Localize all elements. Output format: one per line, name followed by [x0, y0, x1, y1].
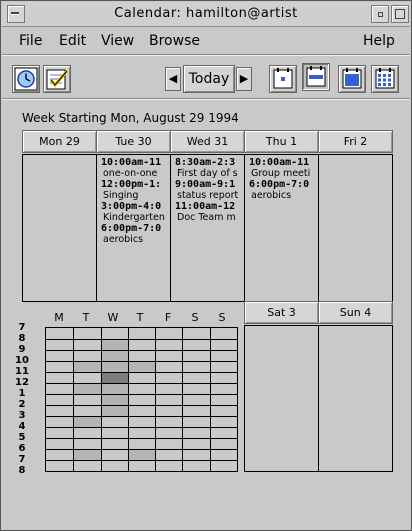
- day-column-tue[interactable]: [96, 154, 171, 302]
- todo-editor-button[interactable]: [43, 65, 71, 93]
- busy-slot: [73, 383, 100, 394]
- appointment-time: 11:00am-12: [175, 201, 236, 212]
- appointment[interactable]: [171, 157, 244, 179]
- busy-slot: [128, 361, 155, 372]
- left-arrow-icon: ◀: [168, 72, 178, 85]
- mini-hour-label: 9: [18, 344, 26, 355]
- mini-hour-label: 2: [18, 399, 26, 410]
- day-header-sat[interactable]: Sat 3: [244, 301, 319, 324]
- appointment-time: 12:00pm-1:: [101, 179, 162, 190]
- mini-hour-label: 7: [18, 454, 26, 465]
- grid-divider: [46, 460, 237, 461]
- day-column-wed[interactable]: [170, 154, 245, 302]
- mini-hour-label: 6: [18, 443, 26, 454]
- month-view-button[interactable]: [338, 65, 366, 93]
- menu-edit[interactable]: Edit: [59, 33, 87, 49]
- mini-hour-label: 4: [18, 421, 26, 432]
- grid-divider: [46, 383, 237, 384]
- appointment-title: status report: [177, 190, 239, 201]
- appointment-title: aerobics: [103, 234, 144, 245]
- mini-day-letter: S: [191, 311, 199, 324]
- mini-hour-label: 12: [15, 377, 29, 388]
- busy-slot: [73, 449, 100, 460]
- appointment-time: 6:00pm-7:0: [101, 223, 162, 234]
- week-view-button[interactable]: [302, 63, 330, 91]
- mini-hour-label: 3: [18, 410, 26, 421]
- appointment-title: one-on-one: [103, 168, 158, 179]
- grid-divider: [46, 372, 237, 373]
- menu-bar: [2, 28, 410, 55]
- grid-divider: [46, 361, 237, 362]
- day-header-wed[interactable]: Wed 31: [170, 130, 245, 153]
- appointment-title: aerobics: [251, 190, 292, 201]
- appointment[interactable]: [245, 179, 318, 201]
- mini-hour-label: 7: [18, 322, 26, 333]
- appointment[interactable]: [97, 201, 170, 223]
- clock-icon: [13, 66, 39, 92]
- appointment[interactable]: [171, 201, 244, 223]
- appointment-title: Singing: [103, 190, 139, 201]
- grid-divider: [46, 427, 237, 428]
- today-button[interactable]: Today: [183, 65, 235, 93]
- mini-hour-label: 1: [18, 388, 26, 399]
- mini-day-letter: M: [54, 311, 64, 324]
- busy-slot: [101, 383, 128, 394]
- busy-time-grid[interactable]: [45, 327, 238, 472]
- mini-hour-label: 10: [15, 355, 29, 366]
- busy-slot: [73, 361, 100, 372]
- mini-day-letter: T: [136, 311, 144, 324]
- appointment[interactable]: [97, 179, 170, 201]
- grid-divider: [46, 405, 237, 406]
- busy-slot: [73, 416, 100, 427]
- busy-slot: [101, 394, 128, 405]
- appointment[interactable]: [245, 157, 318, 179]
- busy-slot: [101, 361, 128, 372]
- year-view-icon: [372, 66, 398, 92]
- day-header-fri[interactable]: Fri 2: [318, 130, 393, 153]
- week-view-icon: [303, 64, 329, 90]
- menu-view[interactable]: View: [101, 33, 135, 49]
- grid-divider: [46, 350, 237, 351]
- right-arrow-icon: ▶: [239, 72, 249, 85]
- appointment-title: First day of s: [177, 168, 238, 179]
- appointment[interactable]: [97, 223, 170, 245]
- minimize-button[interactable]: [371, 5, 389, 23]
- appointment-title: Doc Team m: [177, 212, 236, 223]
- appointment-time: 10:00am-11: [249, 157, 310, 168]
- day-column-sun[interactable]: [318, 325, 393, 472]
- menu-browse[interactable]: Browse: [149, 33, 200, 49]
- busy-slot: [101, 339, 128, 350]
- previous-week-button[interactable]: [165, 67, 181, 91]
- appointment-time: 9:00am-9:1: [175, 179, 236, 190]
- appointment-title: Group meeti: [251, 168, 311, 179]
- appointment-time: 10:00am-11: [101, 157, 162, 168]
- week-title: Week Starting Mon, August 29 1994: [22, 111, 239, 125]
- month-view-icon: [339, 66, 365, 92]
- appointment[interactable]: [97, 157, 170, 179]
- menu-file[interactable]: File: [19, 33, 43, 49]
- grid-divider: [46, 438, 237, 439]
- appointment-time: 6:00pm-7:0: [249, 179, 310, 190]
- day-header-mon[interactable]: Mon 29: [22, 130, 97, 153]
- busy-slot: [101, 372, 128, 383]
- day-header-tue[interactable]: Tue 30: [96, 130, 171, 153]
- grid-divider: [46, 394, 237, 395]
- day-column-mon[interactable]: [22, 154, 97, 302]
- busy-slot: [101, 350, 128, 361]
- day-column-fri[interactable]: [318, 154, 393, 302]
- grid-divider: [46, 449, 237, 450]
- mini-day-letter: S: [218, 311, 226, 324]
- todo-checklist-icon: [44, 66, 70, 92]
- grid-divider: [46, 416, 237, 417]
- mini-hour-label: 8: [18, 333, 26, 344]
- mini-hour-label: 5: [18, 432, 26, 443]
- menu-help[interactable]: Help: [363, 33, 395, 49]
- maximize-button[interactable]: [391, 5, 409, 23]
- appointment-editor-button[interactable]: [12, 65, 40, 93]
- mini-day-letter: W: [107, 311, 119, 324]
- busy-slot: [128, 449, 155, 460]
- window-title: Calendar: hamilton@artist: [114, 6, 298, 21]
- grid-divider: [46, 339, 237, 340]
- mini-hour-label: 8: [18, 465, 26, 476]
- busy-slot: [101, 405, 128, 416]
- appointment[interactable]: [171, 179, 244, 201]
- year-view-button[interactable]: [371, 65, 399, 93]
- day-header-sun[interactable]: Sun 4: [318, 301, 393, 324]
- day-header-thu[interactable]: Thu 1: [244, 130, 319, 153]
- day-view-icon: [270, 66, 296, 92]
- mini-day-letter: T: [82, 311, 90, 324]
- title-bar[interactable]: [2, 2, 410, 27]
- appointment-time: 3:00pm-4:0: [101, 201, 162, 212]
- day-column-sat[interactable]: [244, 325, 319, 472]
- mini-day-letter: F: [164, 311, 172, 324]
- day-view-button[interactable]: [269, 65, 297, 93]
- appointment-time: 8:30am-2:3: [175, 157, 236, 168]
- day-column-thu[interactable]: [244, 154, 319, 302]
- next-week-button[interactable]: [236, 67, 252, 91]
- mini-hour-label: 11: [15, 366, 29, 377]
- appointment-title: Kindergarten: [103, 212, 165, 223]
